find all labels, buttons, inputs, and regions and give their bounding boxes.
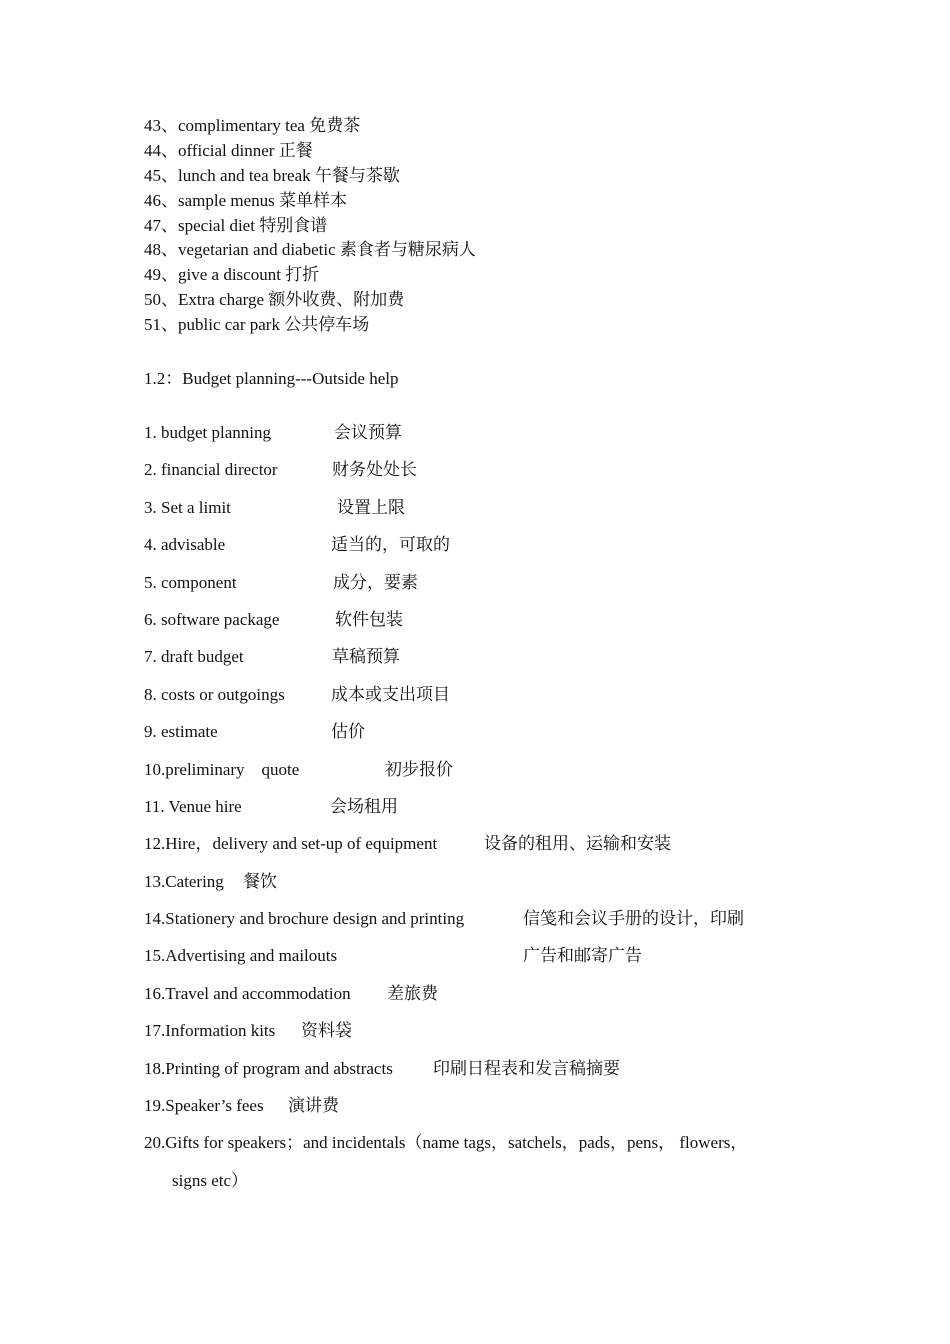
list-item	[144, 682, 844, 719]
list-item: 48、vegetarian and diabetic 素食者与糖尿病人	[144, 240, 476, 260]
item20-line1: 20.Gifts for speakers；and incidentals（name tags，satchels，pads，pens， flowers，	[144, 1133, 748, 1153]
vocabulary-list-43-51	[144, 114, 476, 338]
list-item	[144, 719, 844, 756]
list-item	[144, 869, 844, 906]
term-chinese: 设备的租用、运输和安装	[484, 834, 671, 854]
item20-line2: signs etc）	[172, 1171, 249, 1191]
list-item	[144, 1056, 844, 1093]
term-english: 19.Speaker’s fees	[144, 1096, 264, 1116]
list-item	[144, 1130, 844, 1208]
term-english: 8. costs or outgoings	[144, 684, 285, 704]
term-english: 6. software package	[144, 609, 280, 629]
list-item	[144, 495, 844, 532]
term-chinese: 餐饮	[243, 871, 277, 891]
list-item	[144, 457, 844, 494]
list-item: 44、official dinner 正餐	[144, 140, 313, 160]
term-english: 15.Advertising and mailouts	[144, 946, 338, 966]
term-english: 18.Printing of program and abstracts	[144, 1058, 393, 1078]
term-english: 12.Hire，delivery and set-up of equipment	[144, 834, 438, 854]
term-chinese: 草稿预算	[332, 647, 400, 667]
term-chinese: 估价	[331, 722, 365, 742]
term-english: 7. draft budget	[144, 647, 244, 667]
term-english: 4. advisable	[144, 535, 226, 555]
term-english: 3. Set a limit	[144, 497, 231, 517]
term-chinese: 会场租用	[330, 796, 398, 816]
term-chinese: 软件包装	[335, 609, 403, 629]
list-item: 45、lunch and tea break 午餐与茶歇	[144, 165, 400, 185]
list-item	[144, 981, 844, 1018]
term-chinese: 资料袋	[301, 1021, 352, 1041]
list-item	[144, 831, 844, 868]
list-item	[144, 794, 844, 831]
term-chinese: 设置上限	[337, 497, 405, 517]
list-item	[144, 943, 844, 980]
term-english: 14.Stationery and brochure design and printing	[144, 909, 465, 929]
term-english: 17.Information kits	[144, 1021, 276, 1041]
term-english: 10.preliminary quote	[144, 759, 300, 779]
term-english: 11. Venue hire	[144, 796, 242, 816]
list-item: 51、public car park 公共停车场	[144, 315, 370, 335]
term-chinese: 差旅费	[387, 983, 438, 1003]
list-item	[144, 532, 844, 569]
budget-terms-list	[144, 420, 844, 1208]
list-item: 46、sample menus 菜单样本	[144, 190, 348, 210]
term-chinese: 财务处处长	[332, 460, 417, 480]
term-chinese: 适当的，可取的	[331, 535, 450, 555]
list-item: 43、complimentary tea 免费茶	[144, 116, 361, 135]
list-item	[144, 906, 844, 943]
term-chinese: 演讲费	[288, 1096, 339, 1116]
term-chinese: 初步报价	[385, 759, 453, 779]
term-chinese: 信笺和会议手册的设计，印刷	[523, 909, 744, 929]
term-english: 16.Travel and accommodation	[144, 983, 351, 1003]
term-chinese: 成本或支出项目	[331, 684, 450, 704]
term-chinese: 印刷日程表和发言稿摘要	[433, 1058, 620, 1078]
term-chinese: 成分，要素	[333, 572, 418, 592]
term-english: 2. financial director	[144, 460, 278, 480]
list-item	[144, 644, 844, 681]
term-english-multiline	[144, 1124, 814, 1200]
term-english: 1. budget planning	[144, 423, 272, 442]
term-english: 13.Catering	[144, 871, 224, 891]
list-item	[144, 570, 844, 607]
section-heading: 1.2：Budget planning---Outside help	[144, 369, 399, 388]
list-item	[144, 607, 844, 644]
term-chinese: 广告和邮寄广告	[523, 946, 642, 966]
list-item: 50、Extra charge 额外收费、附加费	[144, 290, 405, 310]
list-item: 47、special diet 特别食谱	[144, 215, 328, 235]
list-item	[144, 757, 844, 794]
list-item: 49、give a discount 打折	[144, 265, 320, 285]
term-chinese: 会议预算	[334, 423, 402, 442]
list-item	[144, 420, 844, 457]
term-english: 9. estimate	[144, 722, 218, 742]
list-item	[144, 1018, 844, 1055]
term-english: 5. component	[144, 572, 237, 592]
